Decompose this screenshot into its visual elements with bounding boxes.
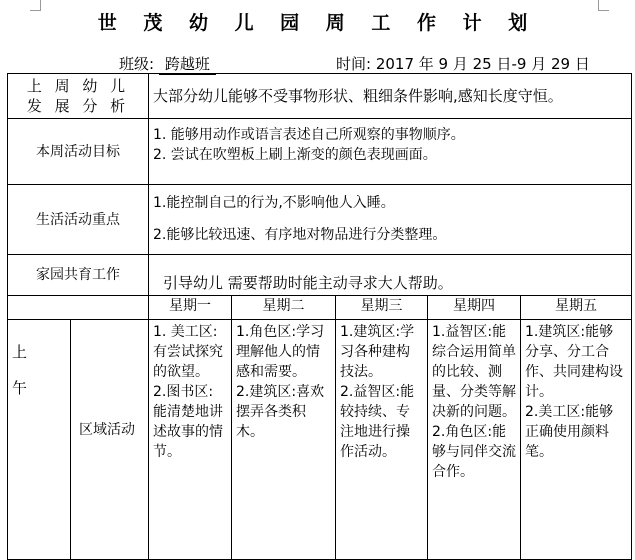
life-line-2: 2.能够比较迅速、有序地对物品进行分类整理。 <box>153 227 447 243</box>
cell-tue-item-1: 1.角色区:学习理解他人的情感和需要。 <box>236 324 325 380</box>
morning-label-line2: 午 <box>12 379 28 397</box>
class-label: 班级: <box>119 55 155 73</box>
day-header-fri: 星期五 <box>521 296 632 320</box>
goal-text <box>149 119 632 185</box>
activity-label: 区域活动 <box>71 320 149 560</box>
cell-tue-item-2: 2.建筑区:喜欢摆弄各类积木。 <box>236 384 325 440</box>
life-row <box>8 185 632 255</box>
cell-fri-item-2: 2.美工区:能够正确使用颜料笔。 <box>525 404 614 460</box>
goal-row <box>8 119 632 185</box>
weekly-plan-table <box>7 73 632 560</box>
dev-analysis-text: 大部分幼儿能够不受事物形状、粗细条件影响,感知长度守恒。 <box>149 74 632 119</box>
cell-mon-item-1: 1. 美工区:有尝试探究的欲望。 <box>153 324 223 380</box>
dev-analysis-label-line2: 发 展 分 析 <box>26 97 130 115</box>
weekday-header-row <box>8 296 632 320</box>
home-row <box>8 255 632 296</box>
day-header-mon: 星期一 <box>149 296 232 320</box>
class-info <box>119 53 216 75</box>
cell-thu-item-1: 1.益智区:能综合运用简单的比较、测量、分类等解决新的问题。 <box>432 324 516 420</box>
morning-label-line1: 上 <box>12 343 28 361</box>
morning-label <box>8 320 71 560</box>
morning-row <box>8 320 632 560</box>
weekday-header-blank <box>8 296 149 320</box>
class-value: 跨越班 <box>159 53 216 75</box>
cell-wed-item-2: 2.益智区:能较持续、专注地进行操作活动。 <box>340 384 415 460</box>
home-text: 引导幼儿 需要帮助时能主动寻求大人帮助。 <box>149 255 632 296</box>
dev-analysis-row <box>8 74 632 119</box>
day-header-thu: 星期四 <box>428 296 521 320</box>
home-label: 家园共育工作 <box>8 255 149 296</box>
cell-wed <box>336 320 428 560</box>
cell-mon <box>149 320 232 560</box>
goal-label: 本周活动目标 <box>8 119 149 185</box>
time-value: 2017 年 9 月 25 日-9 月 29 日 <box>375 55 590 73</box>
cell-fri <box>521 320 632 560</box>
page-title: 世 茂 幼 儿 园 周 工 作 计 划 <box>97 12 538 34</box>
life-line-1: 1.能控制自己的行为,不影响他人入睡。 <box>153 195 395 211</box>
time-info <box>336 53 590 74</box>
goal-line-1: 1. 能够用动作或语言表述自己所观察的事物顺序。 <box>153 127 465 143</box>
dev-analysis-label <box>8 74 149 119</box>
time-label: 时间: <box>336 55 372 73</box>
cell-wed-item-1: 1.建筑区:学习各种建构技法。 <box>340 324 415 380</box>
cell-thu <box>428 320 521 560</box>
life-label: 生活活动重点 <box>8 185 149 255</box>
cell-thu-item-2: 2.角色区:能够与同伴交流合作。 <box>432 424 516 480</box>
day-header-tue: 星期二 <box>232 296 336 320</box>
goal-line-2: 2. 尝试在吹塑板上刷上渐变的颜色表现画面。 <box>153 147 437 163</box>
cell-tue <box>232 320 336 560</box>
dev-analysis-label-line1: 上 周 幼 儿 <box>26 77 130 95</box>
cell-mon-item-2: 2.图书区:能清楚地讲述故事的情节。 <box>153 384 223 460</box>
cell-fri-item-1: 1.建筑区:能够分享、分工合作、共同建构设计。 <box>525 324 623 400</box>
life-text <box>149 185 632 255</box>
day-header-wed: 星期三 <box>336 296 428 320</box>
